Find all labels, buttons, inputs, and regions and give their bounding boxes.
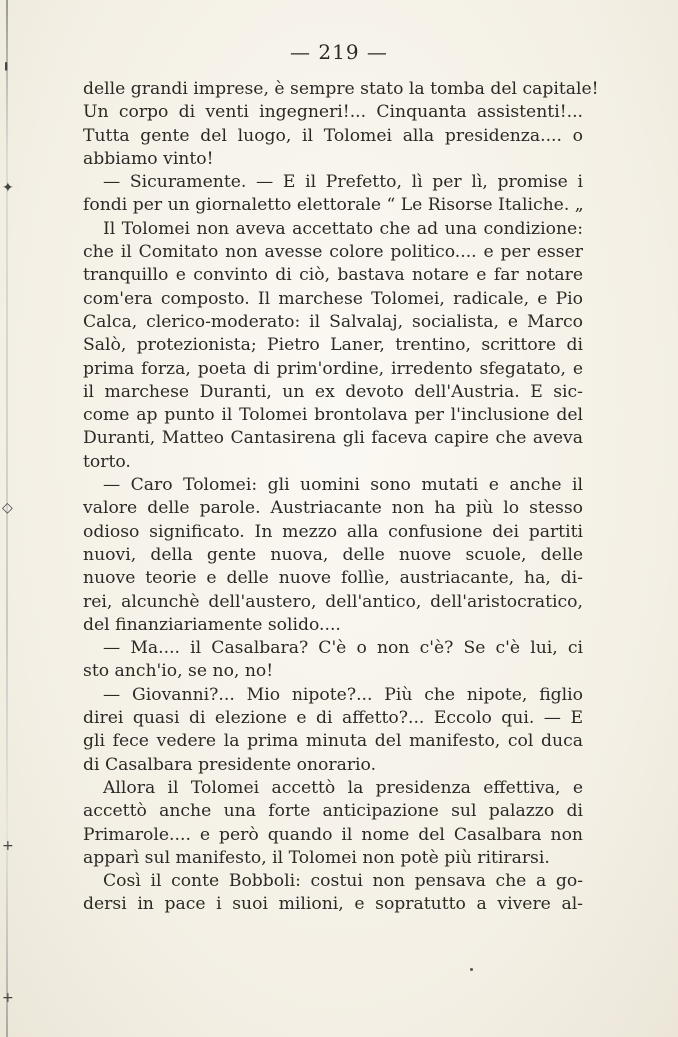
- gutter-mark-icon: ✦: [2, 180, 14, 196]
- text-line: tranquillo e convinto di ciò, bastava notare e far notare: [83, 265, 583, 286]
- text-line: nuovi, della gente nuova, delle nuove scuole, delle: [83, 544, 583, 565]
- body-text: [83, 78, 599, 917]
- text-line: fondi per un giornaletto elettorale “ Le Risorse Italiche. „: [83, 195, 584, 216]
- text-line: direi quasi di elezione e di affetto?... Eccolo qui. — E: [83, 708, 583, 729]
- text-line: prima forza, poeta di prim'ordine, irredento sfegatato, e: [83, 358, 583, 379]
- text-line: rei, alcunchè dell'austero, dell'antico, dell'aristocratico,: [83, 591, 583, 612]
- text-line: il marchese Duranti, un ex devoto dell'Austria. E sic-: [83, 381, 583, 402]
- text-line: odioso significato. In mezzo alla confusione dei partiti: [83, 521, 583, 542]
- text-line: che il Comitato non avesse colore politico.... e per esser: [83, 242, 583, 263]
- text-line: com'era composto. Il marchese Tolomei, radicale, e Pio: [83, 288, 583, 309]
- text-line: Un corpo di venti ingegneri!... Cinquanta assistenti!...: [83, 102, 583, 123]
- text-line: Salò, protezionista; Pietro Laner, trentino, scrittore di: [83, 335, 583, 356]
- text-line: Così il conte Bobboli: costui non pensava che a go-: [103, 871, 583, 892]
- text-line: Tutta gente del luogo, il Tolomei alla presidenza.... o: [83, 125, 583, 146]
- text-line: abbiamo vinto!: [83, 148, 214, 169]
- gutter-mark-icon: ╻: [2, 55, 11, 71]
- text-line: valore delle parole. Austriacante non ha più lo stesso: [83, 498, 583, 519]
- text-line: — Caro Tolomei: gli uomini sono mutati e anche il: [103, 475, 583, 496]
- text-line: gli fece vedere la prima minuta del manifesto, col duca: [83, 731, 583, 752]
- text-line: Calca, clerico-moderato: il Salvalaj, socialista, e Marco: [83, 311, 583, 332]
- text-line: — Sicuramente. — E il Prefetto, lì per lì, promise i: [103, 172, 583, 193]
- text-line: di Casalbara presidente onorario.: [83, 754, 377, 775]
- gutter-mark-icon: ◇: [2, 500, 13, 516]
- text-line: accettò anche una forte anticipazione sul palazzo di: [83, 801, 583, 822]
- text-line: apparì sul manifesto, il Tolomei non potè più ritirarsi.: [83, 847, 550, 868]
- text-line: torto.: [83, 451, 131, 472]
- gutter-mark-icon: +: [2, 838, 14, 854]
- text-line: Duranti, Matteo Cantasirena gli faceva capire che aveva: [83, 428, 583, 449]
- text-line: — Giovanni?... Mio nipote?... Più che nipote, figlio: [103, 684, 583, 705]
- text-line: sto anch'io, se no, no!: [83, 661, 274, 682]
- text-line: Allora il Tolomei accettò la presidenza effettiva, e: [103, 777, 583, 798]
- text-line: Il Tolomei non aveva accettato che ad una condizione:: [103, 218, 583, 239]
- page-number: — 219 —: [290, 40, 388, 64]
- text-line: Primarole.... e però quando il nome del Casalbara non: [83, 824, 583, 845]
- text-line: del finanziariamente solido....: [83, 614, 341, 635]
- text-line: dersi in pace i suoi milioni, e sopratutto a vivere al-: [83, 894, 583, 915]
- binding-gutter: [6, 0, 8, 1037]
- gutter-mark-icon: +: [2, 990, 14, 1006]
- text-line: nuove teorie e delle nuove follìe, austriacante, ha, di-: [83, 568, 583, 589]
- ink-speck: [470, 968, 473, 971]
- text-line: — Ma.... il Casalbara? C'è o non c'è? Se c'è lui, ci: [103, 638, 583, 659]
- text-line: delle grandi imprese, è sempre stato la tomba del capitale!: [83, 79, 599, 99]
- text-line: come ap punto il Tolomei brontolava per l'inclusione del: [83, 405, 583, 426]
